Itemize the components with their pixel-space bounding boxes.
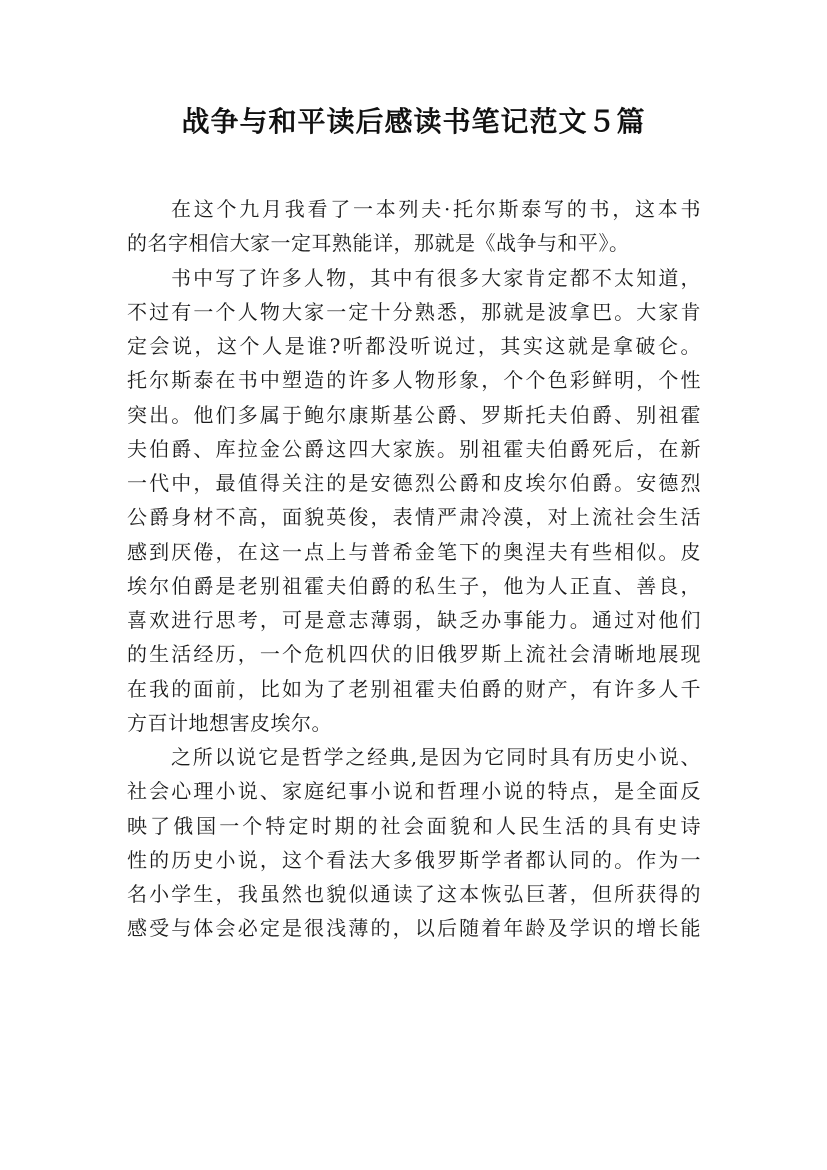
text-line: 公爵身材不高，面貌英俊，表情严肃冷漠，对上流社会生活	[127, 505, 701, 530]
paragraph-3	[127, 740, 701, 946]
document-body	[127, 192, 701, 946]
text-line: 的名字相信大家一定耳熟能详，那就是《战争与和平》。	[127, 231, 630, 256]
document-title: 战争与和平读后感读书笔记范文５篇	[181, 105, 646, 138]
text-line: 之所以说它是哲学之经典,是因为它同时具有历史小说、	[171, 745, 701, 769]
text-line: 感受与体会必定是很浅薄的，以后随着年龄及学识的增长能	[127, 916, 701, 941]
text-line: 书中写了许多人物，其中有很多大家肯定都不太知道，	[171, 265, 701, 290]
text-line: 映了俄国一个特定时期的社会面貌和人民生活的具有史诗	[127, 813, 701, 838]
text-line: 性的历史小说，这个看法大多俄罗斯学者都认同的。作为一	[127, 847, 701, 872]
text-line: 埃尔伯爵是老别祖霍夫伯爵的私生子，他为人正直、善良，	[127, 573, 701, 598]
text-line: 方百计地想害皮埃尔。	[127, 710, 332, 735]
text-line: 一代中，最值得关注的是安德烈公爵和皮埃尔伯爵。安德烈	[127, 471, 701, 495]
text-line: 夫伯爵、库拉金公爵这四大家族。别祖霍夫伯爵死后，在新	[127, 436, 701, 461]
text-line: 定会说，这个人是谁?听都没听说过，其实这就是拿破仑。	[127, 334, 701, 358]
text-line: 名小学生，我虽然也貌似通读了这本恢弘巨著，但所获得的	[127, 882, 701, 906]
paragraph-1	[127, 192, 701, 261]
text-line: 不过有一个人物大家一定十分熟悉，那就是波拿巴。大家肯	[127, 299, 701, 324]
paragraph-2	[127, 261, 701, 741]
text-line: 突出。他们多属于鲍尔康斯基公爵、罗斯托夫伯爵、别祖霍	[127, 402, 701, 427]
text-line: 喜欢进行思考，可是意志薄弱，缺乏办事能力。通过对他们	[127, 608, 701, 632]
text-line: 社会心理小说、家庭纪事小说和哲理小说的特点，是全面反	[127, 779, 701, 804]
text-line: 感到厌倦，在这一点上与普希金笔下的奥涅夫有些相似。皮	[127, 539, 701, 564]
text-line: 托尔斯泰在书中塑造的许多人物形象，个个色彩鲜明，个性	[127, 368, 701, 393]
text-line: 在我的面前，比如为了老别祖霍夫伯爵的财产，有许多人千	[127, 676, 701, 701]
text-line: 的生活经历，一个危机四伏的旧俄罗斯上流社会清晰地展现	[127, 642, 701, 667]
text-line: 在这个九月我看了一本列夫·托尔斯泰写的书，这本书	[171, 197, 701, 221]
